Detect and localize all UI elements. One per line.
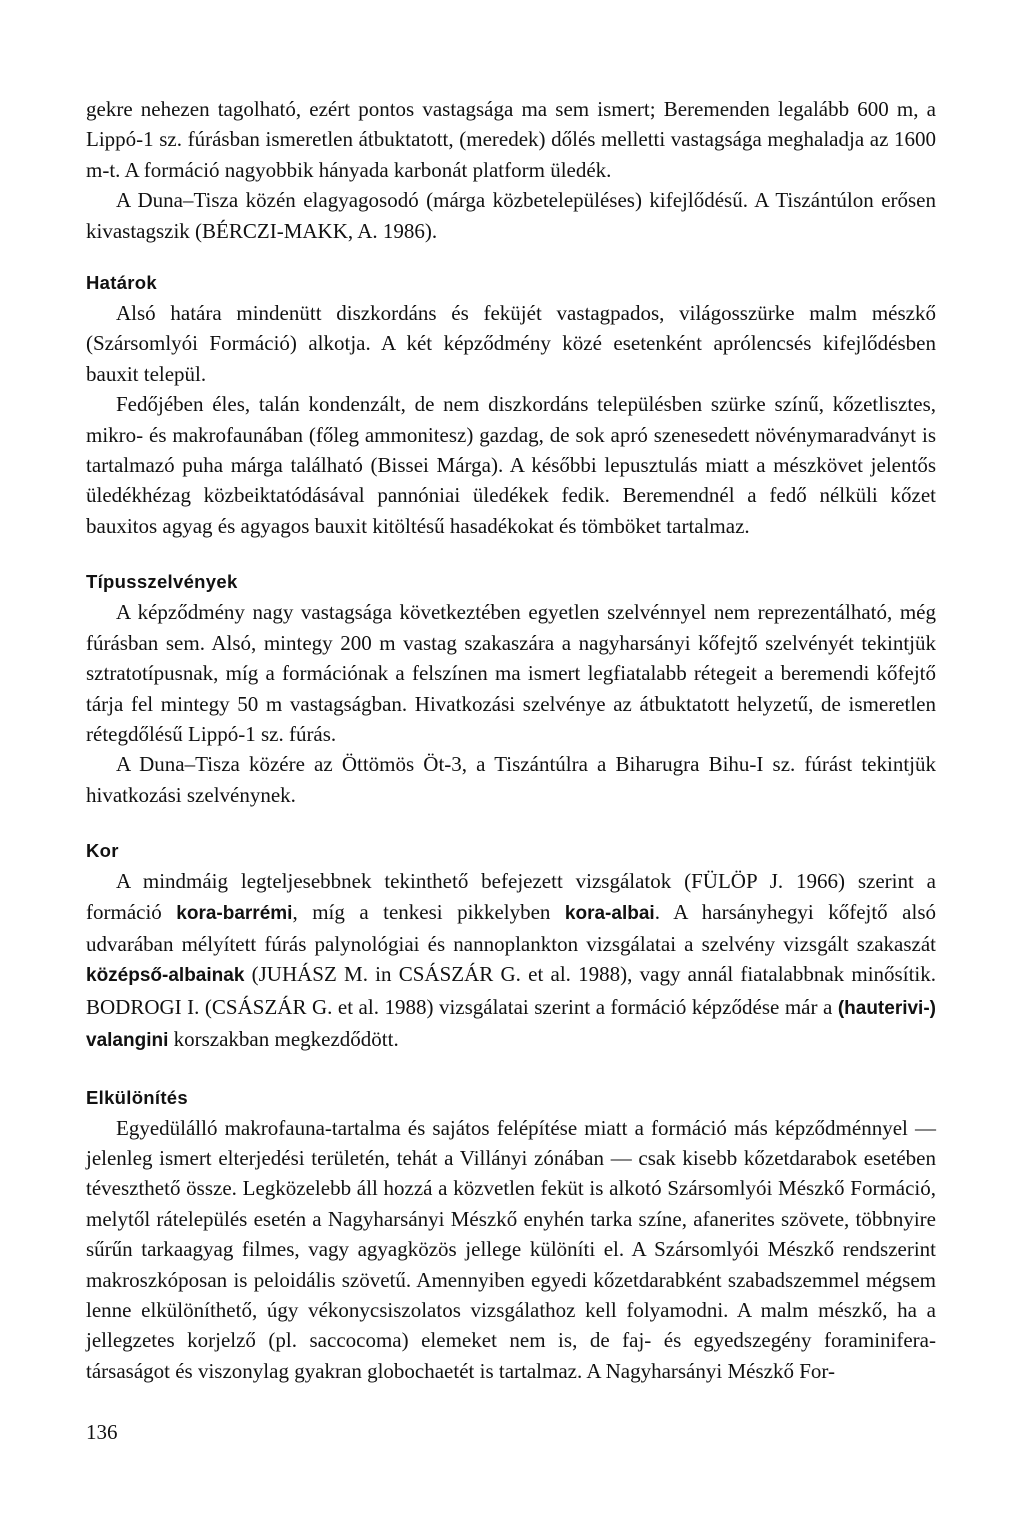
hatarok-paragraph-1: Alsó határa mindenütt diszkordáns és feküjét vastagpados, világosszürke malm mészkő (Szársomlyói Formáció) alkotja. A két képződmény közé esetenként aprólencsés kifejlődésben bauxit települ. [86,301,936,386]
page-body [86,94,936,1386]
heading-tipusszelvenyek: Típusszelvények [86,571,238,593]
intro-paragraph-2: A Duna–Tisza közén elagyagosodó (márga közbetelepüléses) kifejlődésű. A Tiszántúlon erősen kivastagszik (BÉRCZI-MAKK, A. 1986). [86,188,936,243]
heading-hatarok: Határok [86,272,157,294]
kor-text-3: . A harsányhegyi kőfejtő alsó udvarában mélyített fúrás palynológiai és nannoplankton vizsgálatai a szelvény vizsgált szakaszát [86,899,936,956]
elkulonites-paragraph: Egyedülálló makrofauna-tartalma és sajátos felépítése miatt a formáció más képződménnyel — jelenleg ismert elterjedési területén, tehát a Villányi zónában — csak kisebb kőzetdarabok esetében téveszthető össze. Legközelebb áll hozzá a közvetlen feküt is alkotó Szársomlyói Mészkő Formáció, melytől rátelepülés esetén a Nagyharsányi Mészkő enyhén tarka színe, afanerites szövete, többnyire sűrűn tarkaagyag filmes, vagy agyagközös jellege különíti el. A Szársomlyói Mészkő rendszerint makroszkóposan is peloidális szövetű. Amennyiben egyedi kőzetdarabként szabadszemmel mégsem lenne elkülöníthető, úgy vékonycsiszolatos vizsgálathoz kell folyamodni. A malm mészkő, ha a jellegzetes korjelző (pl. saccocoma) elemeket nem is, de faj- és egyedszegény foraminifera-társaságot és viszonylag gyakran globochaetét is tartalmaz. A Nagyharsányi Mészkő For- [86,1115,936,1383]
kor-text-4: (JUHÁSZ M. in CSÁSZÁR G. et al. 1988), vagy annál fiatalabbnak minősítik. BODROGI I. (CSÁSZÁR G. et al. 1988) vizsgálatai szerint a formáció képződése már a [86,962,936,1019]
page-number: 136 [86,1420,118,1444]
kor-term-kora-barremi: kora-barrémi [176,902,293,924]
kor-text-5: korszakban megkezdődött. [168,1027,399,1052]
kor-text-2: , míg a tenkesi pikkelyben [292,899,565,924]
kor-term-kora-albai: kora-albai [564,902,655,924]
tipusszelvenyek-paragraph-2: A Duna–Tisza közére az Öttömös Öt-3, a Tiszántúlra a Biharugra Bihu-I sz. fúrást tekintjük hivatkozási szelvénynek. [86,752,936,807]
kor-paragraph [86,866,936,1056]
kor-text-1: A mindmáig legteljesebbnek tekinthető befejezett vizsgálatok (FÜLÖP J. 1966) szerint a formáció [86,869,936,924]
kor-term-kozepso-albai: középső-albainak [86,965,245,987]
intro-paragraph-1: gekre nehezen tagolható, ezért pontos vastagsága ma sem ismert; Beremenden legalább 600 m, a Lippó-1 sz. fúrásban ismeretlen átbuktatott, (meredek) dőlés melletti vastagsága meghaladja az 1600 m-t. A formáció nagyobbik hányada karbonát platform üledék. [86,97,936,182]
tipusszelvenyek-paragraph-1: A képződmény nagy vastagsága következtében egyetlen szelvénnyel nem reprezentálható, még fúrásban sem. Alsó, mintegy 200 m vastag szakaszára a nagyharsányi kőfejtő szelvényét tekintjük sztratotípusnak, míg a formációnak a felszínen ma ismert legfiatalabb rétegeit a beremendi kőfejtő tárja fel mintegy 50 m vastagságban. Hivatkozási szelvénye az átbuktatott helyzetű, de ismeretlen rétegdőlésű Lippó-1 sz. fúrás. [86,600,936,746]
heading-elkulonites: Elkülönítés [86,1086,188,1108]
heading-kor: Kor [86,840,119,862]
hatarok-paragraph-2: Fedőjében éles, talán kondenzált, de nem diszkordáns településben szürke színű, kőzetlisztes, mikro- és makrofaunában (főleg ammonitesz) gazdag, de sok apró szenesedett növénymaradványt is tartalmazó puha márga található (Bissei Márga). A későbbi lepusztulás miatt a mészkövet jelentős üledékhézag közbeiktatódásával pannóniai üledékek fedik. Beremendnél a fedő nélküli kőzet bauxitos agyag és agyagos bauxit kitöltésű hasadékokat és tömböket tartalmaz. [86,392,936,538]
kor-term-valangini: (hauterivi-) valangini [86,997,936,1052]
